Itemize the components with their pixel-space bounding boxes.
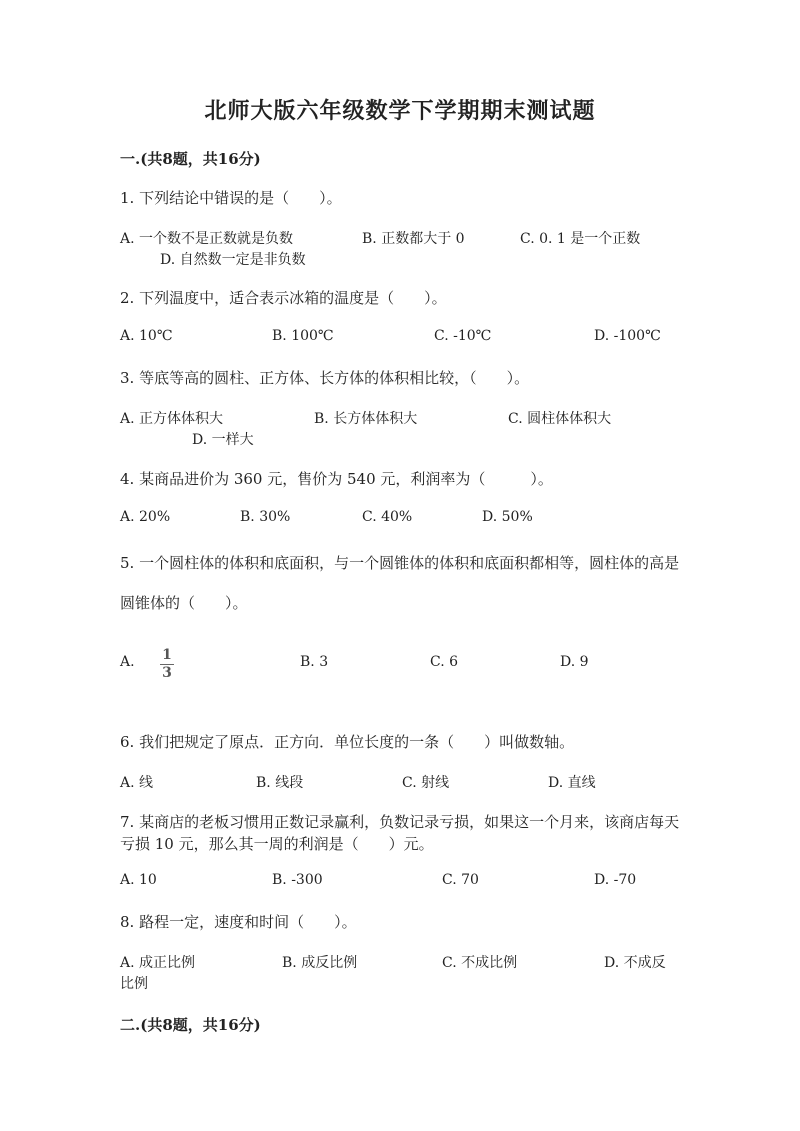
q7-option-d: D. -70 xyxy=(594,872,637,888)
fraction-one-third xyxy=(160,648,174,681)
q8-option-d: D. 不成反 xyxy=(604,955,666,971)
question-7: 7. 某商店的老板习惯用正数记录赢利，负数记录亏损，如果这一个月来，该商店每天亏损 10 元，那么其一周的利润是（ ）元。 xyxy=(120,813,680,853)
q8-option-a: A. 成正比例 xyxy=(120,955,196,971)
fraction-denominator: 3 xyxy=(162,665,172,681)
q5-option-c: C. 6 xyxy=(430,654,459,670)
q1-option-a: A. 一个数不是正数就是负数 xyxy=(120,231,294,247)
q2-option-d: D. -100℃ xyxy=(594,328,661,344)
q5-option-b: B. 3 xyxy=(300,654,329,670)
question-3: 3. 等底等高的圆柱、正方体、长方体的体积相比较，（ ）。 xyxy=(120,369,530,387)
q4-option-b: B. 30% xyxy=(240,509,291,525)
q1-option-d: D. 自然数一定是非负数 xyxy=(160,252,306,268)
question-4: 4. 某商品进价为 360 元，售价为 540 元，利润率为（ ）。 xyxy=(120,470,553,488)
q2-option-b: B. 100℃ xyxy=(272,328,334,344)
q2-option-a: A. 10℃ xyxy=(120,328,173,344)
q3-option-d: D. 一样大 xyxy=(192,432,254,448)
q3-option-c: C. 圆柱体体积大 xyxy=(508,411,612,427)
section-1-header: 一.(共8题，共16分) xyxy=(120,150,261,168)
page-title: 北师大版六年级数学下学期期末测试题 xyxy=(204,98,596,124)
q2-option-c: C. -10℃ xyxy=(434,328,492,344)
q5-option-d: D. 9 xyxy=(560,654,589,670)
q7-option-c: C. 70 xyxy=(442,872,479,888)
section-2-header: 二.(共8题，共16分) xyxy=(120,1016,261,1034)
q7-option-a: A. 10 xyxy=(120,872,157,888)
q7-option-b: B. -300 xyxy=(272,872,323,888)
question-2: 2. 下列温度中，适合表示冰箱的温度是（ ）。 xyxy=(120,289,447,307)
question-5: 5. 一个圆柱体的体积和底面积，与一个圆锥体的体积和底面积都相等，圆柱体的高是圆锥体的（ ）。 xyxy=(120,554,680,612)
q6-option-c: C. 射线 xyxy=(402,775,450,791)
q6-option-d: D. 直线 xyxy=(548,775,596,791)
q8-option-d-wrap: 比例 xyxy=(120,976,148,992)
q3-option-a: A. 正方体体积大 xyxy=(120,411,224,427)
q8-option-c: C. 不成比例 xyxy=(442,955,518,971)
q4-option-d: D. 50% xyxy=(482,509,533,525)
q3-option-b: B. 长方体体积大 xyxy=(314,411,418,427)
q5-option-a: A. xyxy=(120,654,135,670)
question-1: 1. 下列结论中错误的是（ ）。 xyxy=(120,189,342,207)
q1-option-b: B. 正数都大于 0 xyxy=(362,231,465,247)
question-8: 8. 路程一定，速度和时间（ ）。 xyxy=(120,913,357,931)
q6-option-a: A. 线 xyxy=(120,775,154,791)
q4-option-c: C. 40% xyxy=(362,509,413,525)
question-6: 6. 我们把规定了原点．正方向．单位长度的一条（ ）叫做数轴。 xyxy=(120,733,575,751)
q8-option-b: B. 成反比例 xyxy=(282,955,358,971)
q1-option-c: C. 0. 1 是一个正数 xyxy=(520,231,641,247)
fraction-numerator: 1 xyxy=(162,647,172,663)
q6-option-b: B. 线段 xyxy=(256,775,304,791)
q4-option-a: A. 20% xyxy=(120,509,171,525)
